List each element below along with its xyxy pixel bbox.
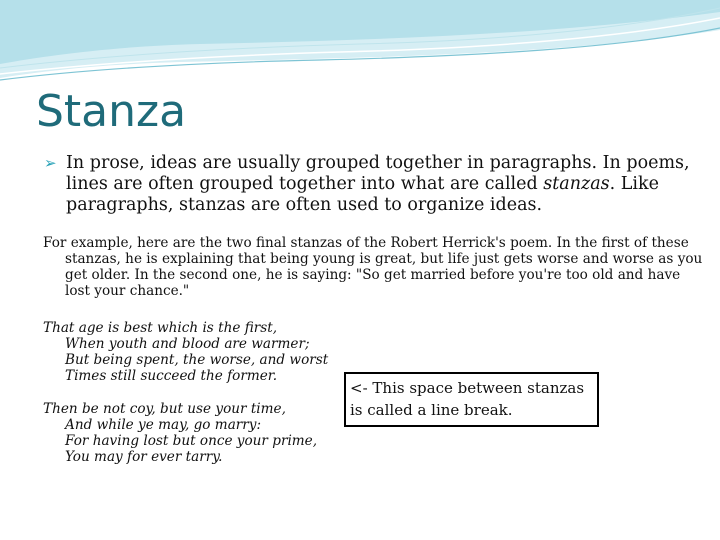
stanza-line: Then be not coy, but use your time, xyxy=(43,401,286,417)
header-wave-decoration xyxy=(0,0,720,90)
slide-title: Stanza xyxy=(36,86,187,137)
line-break-callout: <- This space between stanzas is called a line break. xyxy=(344,372,599,427)
poem-stanza-2 xyxy=(43,401,343,465)
bullet-text-after: . Like paragraphs, stanzas are often used to organize ideas. xyxy=(66,174,659,215)
hollow-arrow-bullet-icon: ➢ xyxy=(44,154,57,172)
stanza-line: For having lost but once your prime, xyxy=(65,433,318,449)
stanza-line: But being spent, the worse, and worst xyxy=(65,352,329,368)
bullet-emphasis: stanzas xyxy=(543,174,610,194)
stanza-line: That age is best which is the first, xyxy=(43,320,278,336)
bullet-text-before: In prose, ideas are usually grouped together in paragraphs. In poems, lines are often grouped together into what are called xyxy=(66,153,690,194)
example-paragraph: For example, here are the two final stanzas of the Robert Herrick's poem. In the first of these stanzas, he is explaining that being young is great, but life just gets worse and worse as you get older. In the second one, he is saying: "So get married before you're too old and have lost your chance." xyxy=(43,235,703,299)
bullet-paragraph xyxy=(44,153,706,216)
poem-stanza-1 xyxy=(43,320,343,384)
stanza-line: When youth and blood are warmer; xyxy=(65,336,310,352)
stanza-line: Times still succeed the former. xyxy=(65,368,278,384)
stanza-line: You may for ever tarry. xyxy=(65,449,223,465)
stanza-line: And while ye may, go marry: xyxy=(65,417,262,433)
